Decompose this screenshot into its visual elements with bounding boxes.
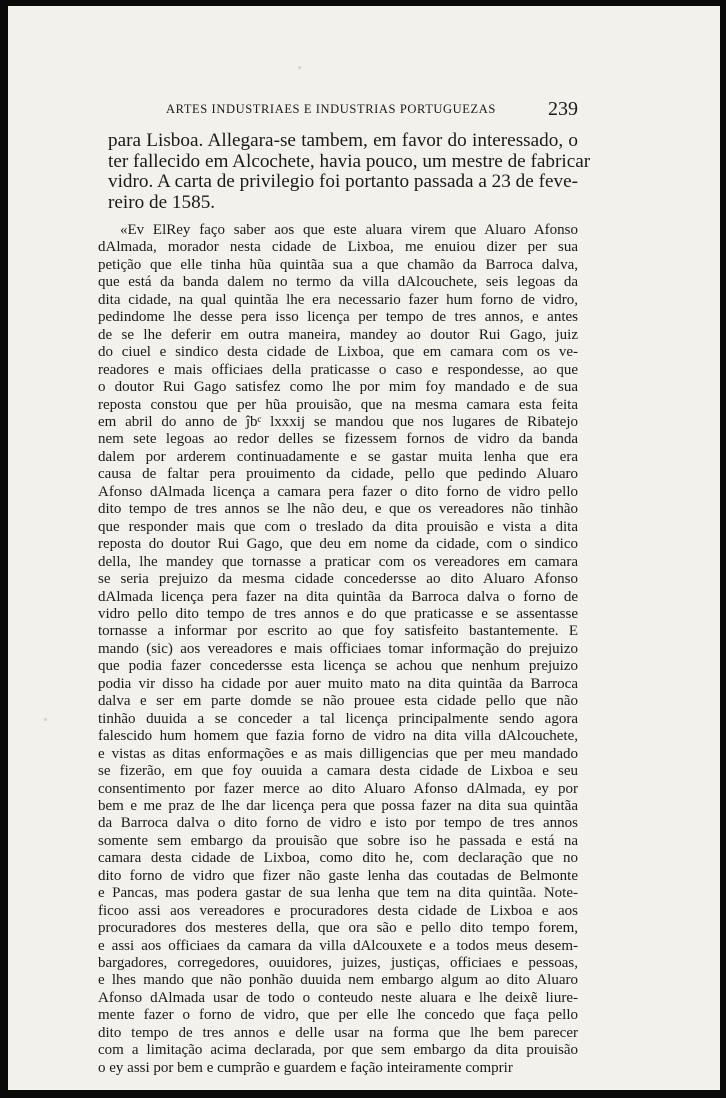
charter-text-line: consentimento por fazer merce ao dito Aluaro Afonso dAlmada, ey por <box>98 780 578 797</box>
intro-text-line: para Lisboa. Allegara-se tambem, em favor do interessado, o <box>108 130 578 151</box>
book-page <box>8 6 720 1090</box>
charter-text-line: dAlmada licença pera fazer na dita quintãa da Barroca dalva o forno de <box>98 588 578 605</box>
charter-text-line: procuradores dos mesteres della, que ora são e pello dito tempo forem, <box>98 920 578 937</box>
charter-text-line: dito forno de vidro que fizer não gaste lenha das coutadas de Belmonte <box>98 867 578 884</box>
charter-text-line: dAlmada, morador nesta cidade de Lixboa, me enuiou dizer per sua <box>98 239 578 256</box>
intro-text-line: reiro de 1585. <box>108 191 216 213</box>
charter-text-line: tornasse a informar por escrito ao que foy satisfeito bastantemente. E <box>98 623 578 640</box>
charter-text-line: bem e me praz de lhe dar licença pera que possa fazer na dita sua quintãa <box>98 797 578 814</box>
charter-text-line: de se lhe deferir em outra maneira, mandey ao doutor Rui Gago, juiz <box>98 326 578 343</box>
charter-text-line: e lhes mando que não ponhão duuida nem embargo algum ao dito Aluaro <box>98 972 578 989</box>
paper-speck <box>298 66 301 69</box>
charter-text-line: reposta do doutor Rui Gago, que deu em nome da cidade, com o sindico <box>98 536 578 553</box>
charter-text-line: se fizerão, em que foy ouuida a camara desta cidade de Lixboa e seu <box>98 763 578 780</box>
charter-text-line: em abril do anno de ĵbᶜ lxxxij se mandou que nos lugares de Ribatejo <box>98 413 578 430</box>
charter-text-line: da Barroca dalva o dito forno de vidro e isto por tempo de tres annos <box>98 815 578 832</box>
charter-text-line: o doutor Rui Gago satisfez como lhe por mim foy mandado e de sua <box>98 379 578 396</box>
charter-text-line: e assi aos officiaes da camara da villa dAlcouxete e a todos meus desem- <box>98 937 578 954</box>
charter-text-line: dita cidade, na qual quintãa lhe era necessario fazer hum forno de vidro, <box>98 291 578 308</box>
charter-text-line: e Pancas, mas podera gastar de sua lenha que tem na dita quintãa. Note- <box>98 885 578 902</box>
charter-text-line: della, lhe mandey que tornasse a praticar com os vereadores em camara <box>98 553 578 570</box>
charter-text-line: mente fazer o forno de vidro, que per elle lhe concedo que faça pello <box>98 1007 578 1024</box>
charter-text-line: tinhão duuida a se conceder a tal licença principalmente sendo agora <box>98 710 578 727</box>
charter-text-line: dalem por arderem continuadamente e se gastar muita lenha que era <box>98 448 578 465</box>
charter-text-line: reposta constou que per hũa prouisão, que na mesma camara esta feita <box>98 396 578 413</box>
charter-text-line: falescido hum homem que fazia forno de vidro na dita villa dAlcouchete, <box>98 728 578 745</box>
intro-paragraph <box>108 130 591 213</box>
intro-text-line: vidro. A carta de privilegio foi portanto passada a 23 de feve- <box>108 171 578 192</box>
charter-text-line: do ciuel e sindico desta cidade de Lixboa, que em camara com os ve- <box>98 344 578 361</box>
charter-text-line: dalva e ser em parte domde se não prouee esta cidade pello que não <box>98 693 578 710</box>
charter-text-line: ficoo assi aos vereadores e procuradores desta cidade de Lixboa e aos <box>98 902 578 919</box>
charter-text-line: «Ev ElRey faço saber aos que este aluara virem que Aluaro Afonso <box>120 222 578 238</box>
running-head: ARTES INDUSTRIAES E INDUSTRIAS PORTUGUEZAS <box>166 102 496 116</box>
charter-quotation <box>98 222 578 1077</box>
page-header <box>166 98 578 124</box>
charter-text-line: Afonso dAlmada licença a camara pera fazer o dito forno de vidro pello <box>98 483 578 500</box>
page-number: 239 <box>548 98 578 120</box>
charter-text-line: pedindome lhe desse pera isso licença per tempo de tres annos, e antes <box>98 309 578 326</box>
charter-text-line: se seria prejuizo da mesma cidade concedersse ao dito Aluaro Afonso <box>98 571 578 588</box>
charter-text-line: que está da banda dalem no termo da villa dAlcouchete, seis legoas da <box>98 274 578 291</box>
charter-text-line: e vistas as ditas enformações e as mais dilligencias que per meu mandado <box>98 745 578 762</box>
charter-text-line: que responder mais que com o treslado da dita prouisão e vista a dita <box>98 518 578 535</box>
charter-text-line: nem sete legoas ao redor delles se fizessem fornos de vidro da banda <box>98 431 578 448</box>
charter-text-line: vidro pello dito tempo de tres annos e do que praticasse e se assentasse <box>98 605 578 622</box>
charter-text-line: com a limitação acima declarada, por que sem embargo da dita prouisão <box>98 1042 578 1059</box>
charter-text-line: petição que elle tinha hũa quintãa sua a que chamão da Barroca dalva, <box>98 256 578 273</box>
paper-speck <box>44 718 47 721</box>
charter-text-line: dito tempo de tres annos se lhe não deu, e que os vereadores não tinhão <box>98 501 578 518</box>
charter-text-line: o ey assi por bem e cumprão e guardem e fação inteiramente comprir <box>98 1059 513 1076</box>
charter-text-line: bargadores, corregedores, ouuidores, juizes, justiças, officiaes e pessoas, <box>98 955 578 972</box>
charter-text-line: que podia fazer concedersse esta licença se achou que nenhum prejuizo <box>98 658 578 675</box>
charter-text-line: readores e mais officiaes della praticasse o caso e respondesse, ao que <box>98 361 578 378</box>
charter-text-line: somente sem embargo da prouisão que sobre iso he passada e está na <box>98 832 578 849</box>
charter-text-line: podia vir disso ha cidade por auer muito mato na dita quintãa da Barroca <box>98 675 578 692</box>
charter-text-line: Afonso dAlmada usar de todo o conteudo neste aluara e lhe deixẽ liure- <box>98 989 578 1006</box>
intro-text-line: ter fallecido em Alcochete, havia pouco, um mestre de fabricar <box>108 150 591 172</box>
charter-text-line: mando (sic) aos vereadores e mais officiaes tomar informação do prejuizo <box>98 640 578 657</box>
charter-text-line: dito tempo de tres annos e delle usar na forma que lhe bem parecer <box>98 1024 578 1041</box>
charter-text-line: camara desta cidade de Lixboa, como dito he, com declaração que no <box>98 850 578 867</box>
charter-text-line: causa de faltar pera prouimento da cidade, pello que pedindo Aluaro <box>98 466 578 483</box>
